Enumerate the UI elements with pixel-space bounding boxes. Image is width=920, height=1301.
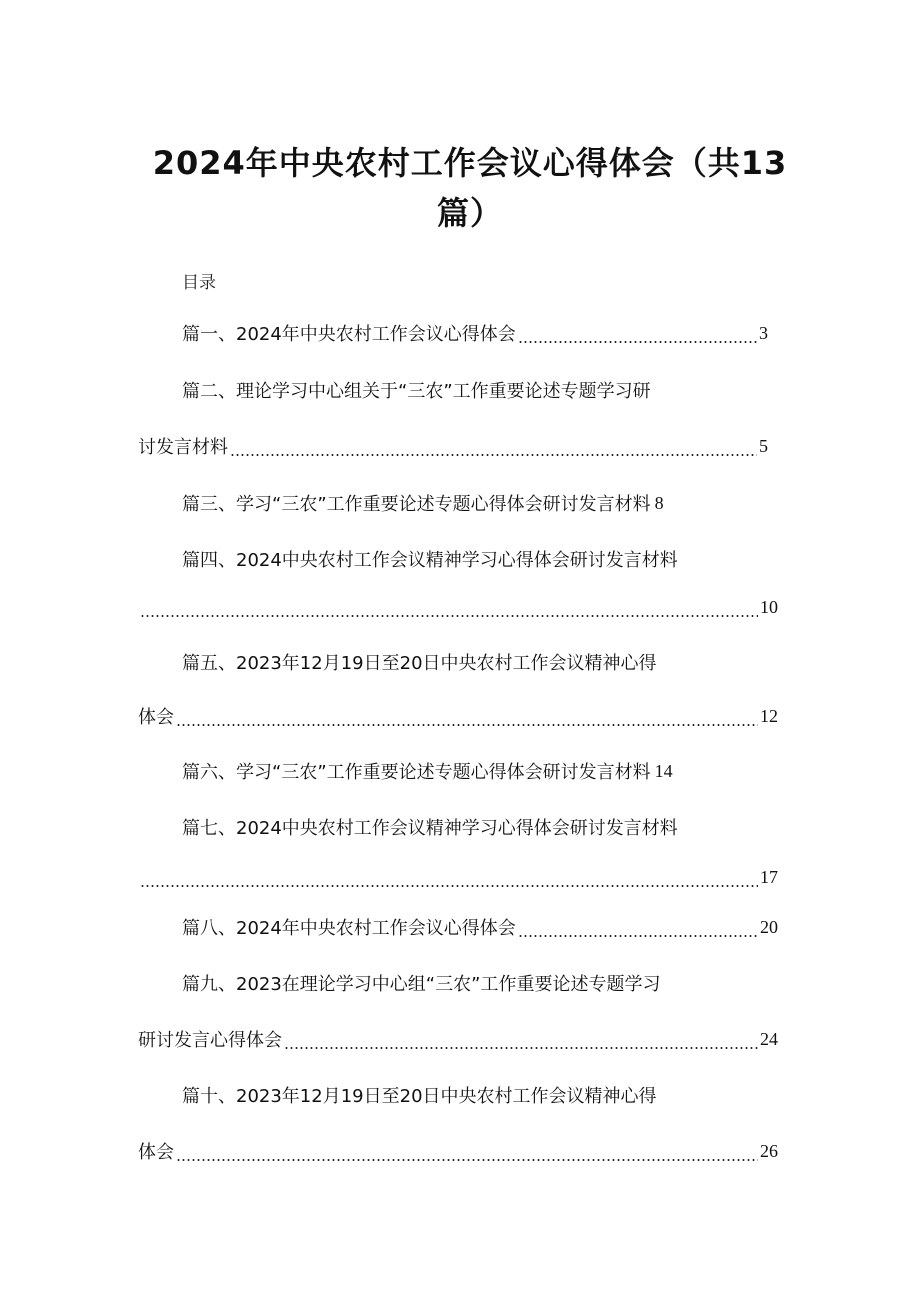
- toc-entry-8[interactable]: [182, 912, 778, 942]
- toc-page-number: 24: [760, 1028, 778, 1049]
- document-title: 2024年中央农村工作会议心得体会（共13: [152, 144, 788, 182]
- dot-leader: [518, 912, 758, 942]
- toc-page-number: 14: [654, 760, 673, 781]
- toc-entry-title: 篇十、2023年12月19日至20日中央农村工作会议精神心得: [182, 1086, 657, 1107]
- dot-leader: [518, 318, 757, 348]
- toc-entry-title-continuation: 体会: [138, 707, 174, 728]
- toc-entry-title: 篇八、2024年中央农村工作会议心得体会: [182, 918, 516, 939]
- toc-entry-9-continuation[interactable]: [138, 1024, 778, 1054]
- dot-leader: [140, 862, 758, 892]
- toc-entry-5[interactable]: [182, 647, 768, 677]
- toc-entry-2-continuation[interactable]: [138, 431, 768, 461]
- toc-entry-4[interactable]: [182, 544, 768, 574]
- toc-entry-title: 篇六、学习“三农”工作重要论述专题心得体会研讨发言材料: [182, 762, 651, 783]
- toc-entry-9[interactable]: [182, 968, 768, 998]
- dot-leader: [284, 1024, 758, 1054]
- dot-leader: [176, 1136, 758, 1166]
- toc-entry-title: 篇七、2024中央农村工作会议精神学习心得体会研讨发言材料: [182, 818, 678, 839]
- toc-entry-2[interactable]: [182, 375, 768, 405]
- toc-entry-5-continuation[interactable]: [138, 701, 778, 731]
- toc-entry-title: 篇九、2023在理论学习中心组“三农”工作重要论述专题学习: [182, 974, 661, 995]
- toc-entry-4-continuation[interactable]: [138, 592, 778, 622]
- toc-entry-3[interactable]: [182, 488, 768, 518]
- toc-entry-10-continuation[interactable]: [138, 1136, 778, 1166]
- toc-page-number: 3: [759, 322, 768, 343]
- dot-leader: [140, 592, 758, 622]
- dot-leader: [230, 431, 757, 461]
- toc-page-number: 26: [760, 1140, 778, 1161]
- toc-entry-7[interactable]: [182, 812, 768, 842]
- toc-page-number: 10: [760, 596, 778, 617]
- toc-entry-title: 篇三、学习“三农”工作重要论述专题心得体会研讨发言材料: [182, 494, 651, 515]
- toc-entry-title: 篇二、理论学习中心组关于“三农”工作重要论述专题学习研: [182, 381, 651, 402]
- toc-entry-title-continuation: 体会: [138, 1142, 174, 1163]
- toc-page-number: 8: [654, 492, 664, 513]
- toc-entry-title: 篇五、2023年12月19日至20日中央农村工作会议精神心得: [182, 653, 657, 674]
- toc-page-number: 12: [760, 705, 778, 726]
- toc-page-number: 5: [759, 435, 768, 456]
- toc-page-number: 20: [760, 916, 778, 937]
- toc-page-number: 17: [760, 866, 778, 887]
- toc-entry-title: 篇一、2024年中央农村工作会议心得体会: [182, 324, 516, 345]
- document-title-continuation: 篇）: [436, 194, 503, 232]
- toc-entry-6[interactable]: [182, 756, 782, 786]
- toc-entry-7-continuation[interactable]: [138, 862, 778, 892]
- dot-leader: [176, 701, 758, 731]
- toc-entry-title: 篇四、2024中央农村工作会议精神学习心得体会研讨发言材料: [182, 550, 678, 571]
- toc-entry-10[interactable]: [182, 1080, 768, 1110]
- toc-entry-title-continuation: 讨发言材料: [138, 437, 228, 458]
- toc-entry-title-continuation: 研讨发言心得体会: [138, 1030, 282, 1051]
- toc-heading: 目录: [182, 273, 216, 293]
- toc-entry-1[interactable]: [182, 318, 768, 348]
